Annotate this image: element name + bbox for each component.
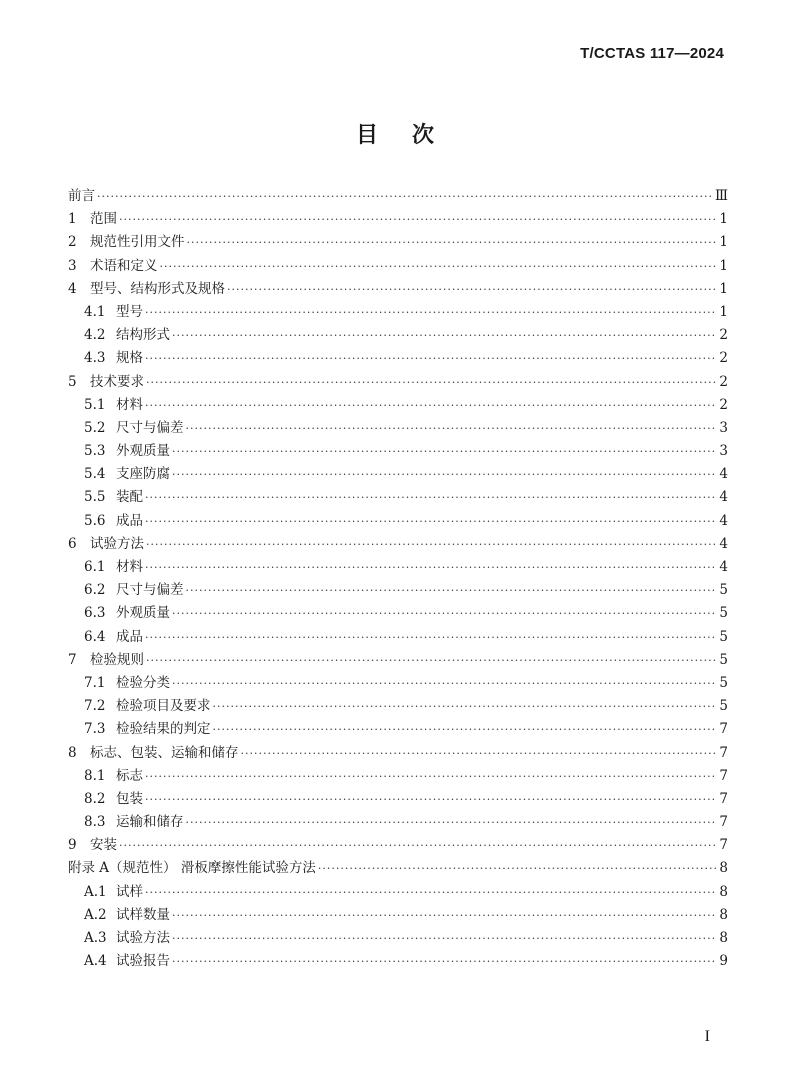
toc-entry-title: 规格 [116, 350, 143, 367]
document-id: T/CCTAS 117—2024 [580, 45, 724, 62]
toc-entry-number: 4.1 [84, 303, 106, 320]
toc-entry-number: 4 [68, 280, 77, 297]
toc-entry-number: 5.5 [84, 489, 106, 506]
toc-entry-page: 1 [719, 280, 728, 297]
toc-entry-title: 安装 [90, 837, 117, 854]
toc-entry-title: 试样数量 [116, 906, 170, 923]
toc-entry-title: 装配 [116, 489, 143, 506]
toc-dot-leader [172, 324, 716, 347]
toc-entry-title: 试样 [116, 883, 143, 900]
table-of-contents [68, 185, 728, 973]
toc-entry-page: 8 [719, 883, 728, 900]
toc-entry[interactable] [68, 255, 728, 278]
toc-entry-page: 7 [719, 790, 728, 807]
toc-entry-title: 检验规则 [90, 651, 144, 668]
toc-entry-title: 附录 A（规范性） 滑板摩擦性能试验方法 [68, 860, 316, 877]
toc-entry-page: 4 [719, 466, 728, 483]
toc-entry-number: 8.1 [84, 767, 106, 784]
toc-entry-page: 3 [719, 443, 728, 460]
toc-entry-number: 5.1 [84, 396, 106, 413]
toc-entry-number: A.1 [84, 883, 107, 900]
toc-dot-leader [146, 371, 716, 394]
toc-entry-number: 7 [68, 651, 77, 668]
toc-entry-number: 3 [68, 257, 77, 274]
toc-entry-page: 5 [719, 674, 728, 691]
toc-entry-number: 1 [68, 211, 77, 228]
toc-entry[interactable] [68, 486, 728, 509]
toc-dot-leader [213, 718, 717, 741]
toc-entry-page: 7 [719, 837, 728, 854]
toc-entry[interactable] [68, 927, 728, 950]
toc-entry-page: 2 [719, 373, 728, 390]
toc-entry-title: 标志 [116, 767, 143, 784]
toc-dot-leader [145, 301, 716, 324]
toc-entry[interactable] [68, 533, 728, 556]
toc-entry[interactable] [68, 510, 728, 533]
toc-entry[interactable] [68, 881, 728, 904]
toc-dot-leader [186, 417, 717, 440]
toc-dot-leader [146, 533, 716, 556]
toc-entry[interactable] [68, 463, 728, 486]
toc-entry-page: 7 [719, 767, 728, 784]
toc-entry-page: 5 [719, 605, 728, 622]
toc-entry[interactable] [68, 556, 728, 579]
toc-entry-title: 前言 [68, 188, 95, 204]
toc-entry[interactable] [68, 857, 728, 880]
toc-entry-page: 4 [719, 559, 728, 575]
toc-entry-number: A.4 [84, 953, 107, 970]
toc-entry-number: 6.1 [84, 559, 106, 575]
toc-entry-page: Ⅲ [714, 188, 728, 204]
toc-dot-leader [186, 579, 717, 602]
toc-dot-leader [172, 950, 716, 973]
toc-dot-leader [172, 440, 716, 463]
toc-entry-page: 3 [719, 419, 728, 436]
toc-entry-page: 1 [719, 257, 728, 274]
toc-entry-page: 2 [719, 396, 728, 413]
toc-dot-leader [146, 649, 716, 672]
toc-entry-number: 2 [68, 234, 77, 251]
toc-entry[interactable] [68, 579, 728, 602]
toc-entry-page: 8 [719, 906, 728, 923]
toc-entry[interactable] [68, 742, 728, 765]
toc-entry-page: 4 [719, 489, 728, 506]
toc-entry-number: 8.2 [84, 790, 106, 807]
toc-entry-page: 5 [719, 698, 728, 715]
toc-dot-leader [172, 672, 716, 695]
toc-dot-leader [172, 602, 716, 625]
toc-dot-leader [187, 231, 717, 254]
toc-entry[interactable] [68, 811, 728, 834]
toc-entry-title: 标志、包装、运输和储存 [90, 744, 239, 761]
toc-entry[interactable] [68, 394, 728, 417]
toc-entry-title: 材料 [116, 559, 143, 575]
toc-dot-leader [145, 347, 716, 370]
toc-entry-number: 6.2 [84, 582, 106, 599]
toc-entry[interactable] [68, 440, 728, 463]
toc-entry[interactable] [68, 649, 728, 672]
toc-entry-title: 结构形式 [116, 327, 170, 344]
toc-dot-leader [227, 278, 716, 301]
toc-entry-number: 5.6 [84, 512, 106, 529]
toc-entry-number: 9 [68, 837, 77, 854]
toc-entry[interactable] [68, 208, 728, 231]
toc-entry-number: 6.4 [84, 628, 106, 645]
toc-entry[interactable] [68, 626, 728, 649]
toc-entry[interactable] [68, 185, 728, 208]
page-number: I [704, 1028, 710, 1045]
toc-entry-title: 支座防腐 [116, 466, 170, 483]
toc-entry-number: 7.2 [84, 698, 106, 715]
toc-entry-page: 7 [719, 744, 728, 761]
toc-entry[interactable] [68, 695, 728, 718]
toc-dot-leader [119, 208, 716, 231]
toc-entry-page: 8 [719, 930, 728, 946]
toc-entry-page: 7 [719, 721, 728, 738]
toc-entry-page: 7 [719, 814, 728, 831]
toc-entry[interactable] [68, 602, 728, 625]
toc-dot-leader [119, 834, 716, 857]
toc-dot-leader [172, 927, 716, 950]
toc-entry-number: 6.3 [84, 605, 106, 622]
toc-entry[interactable] [68, 371, 728, 394]
toc-entry[interactable] [68, 834, 728, 857]
toc-dot-leader [172, 463, 716, 486]
toc-entry[interactable] [68, 950, 728, 973]
toc-entry-number: 7.3 [84, 721, 106, 738]
toc-entry[interactable] [68, 904, 728, 927]
toc-entry-title: 范围 [90, 211, 117, 228]
toc-entry[interactable] [68, 417, 728, 440]
toc-entry-number: 6 [68, 535, 77, 552]
toc-entry-title: 尺寸与偏差 [116, 419, 184, 436]
toc-dot-leader [145, 510, 716, 533]
toc-dot-leader [97, 185, 713, 208]
toc-entry-title: 型号 [116, 303, 143, 320]
toc-entry[interactable] [68, 718, 728, 741]
toc-entry-title: 成品 [116, 628, 143, 645]
toc-entry-title: 规范性引用文件 [90, 234, 185, 251]
toc-dot-leader [145, 881, 716, 904]
toc-dot-leader [145, 765, 716, 788]
toc-entry-title: 检验结果的判定 [116, 721, 211, 738]
toc-entry-title: 材料 [116, 396, 143, 413]
toc-dot-leader [145, 486, 716, 509]
toc-entry-title: 型号、结构形式及规格 [90, 280, 225, 297]
toc-entry-number: 4.3 [84, 350, 106, 367]
toc-entry[interactable] [68, 788, 728, 811]
toc-entry-title: 试验报告 [116, 953, 170, 970]
toc-entry-title: 运输和储存 [116, 814, 184, 831]
toc-entry-page: 4 [719, 535, 728, 552]
toc-dot-leader [145, 788, 716, 811]
toc-entry-title: 试验方法 [116, 930, 170, 946]
toc-dot-leader [145, 556, 716, 579]
toc-dot-leader [186, 811, 717, 834]
toc-entry-number: A.2 [84, 906, 107, 923]
page-title: 目次 [355, 123, 468, 148]
toc-entry-page: 5 [719, 628, 728, 645]
toc-entry-page: 1 [719, 234, 728, 251]
toc-entry-title: 尺寸与偏差 [116, 582, 184, 599]
toc-entry-title: 外观质量 [116, 443, 170, 460]
toc-entry-number: 8.3 [84, 814, 106, 831]
toc-dot-leader [213, 695, 717, 718]
toc-dot-leader [318, 857, 716, 880]
toc-entry[interactable] [68, 324, 728, 347]
toc-entry-number: 8 [68, 744, 77, 761]
toc-entry-page: 1 [719, 211, 728, 228]
toc-entry[interactable] [68, 231, 728, 254]
toc-entry-page: 4 [719, 512, 728, 529]
toc-entry-page: 2 [719, 350, 728, 367]
toc-entry-number: 7.1 [84, 674, 106, 691]
toc-entry-page: 9 [719, 953, 728, 970]
toc-entry-title: 技术要求 [90, 373, 144, 390]
toc-entry[interactable] [68, 347, 728, 370]
toc-entry-page: 5 [719, 582, 728, 599]
toc-entry-title: 外观质量 [116, 605, 170, 622]
toc-entry-title: 试验方法 [90, 535, 144, 552]
toc-entry-number: 5.4 [84, 466, 106, 483]
toc-dot-leader [145, 394, 716, 417]
toc-entry-number: 5.2 [84, 419, 106, 436]
toc-entry-title: 术语和定义 [90, 257, 158, 274]
toc-entry[interactable] [68, 278, 728, 301]
toc-dot-leader [241, 742, 717, 765]
toc-entry-number: 4.2 [84, 327, 106, 344]
toc-entry-title: 检验分类 [116, 674, 170, 691]
toc-entry-page: 2 [719, 327, 728, 344]
toc-entry-page: 5 [719, 651, 728, 668]
toc-entry-page: 8 [719, 860, 728, 877]
toc-dot-leader [145, 626, 716, 649]
toc-entry-number: 5.3 [84, 443, 106, 460]
toc-dot-leader [172, 904, 716, 927]
toc-entry[interactable] [68, 765, 728, 788]
toc-entry-page: 1 [719, 303, 728, 320]
toc-entry-title: 包装 [116, 790, 143, 807]
toc-dot-leader [160, 255, 717, 278]
toc-entry-title: 检验项目及要求 [116, 698, 211, 715]
toc-entry[interactable] [68, 672, 728, 695]
toc-entry-title: 成品 [116, 512, 143, 529]
toc-entry-number: 5 [68, 373, 77, 390]
toc-entry-number: A.3 [84, 930, 107, 946]
toc-entry[interactable] [68, 301, 728, 324]
